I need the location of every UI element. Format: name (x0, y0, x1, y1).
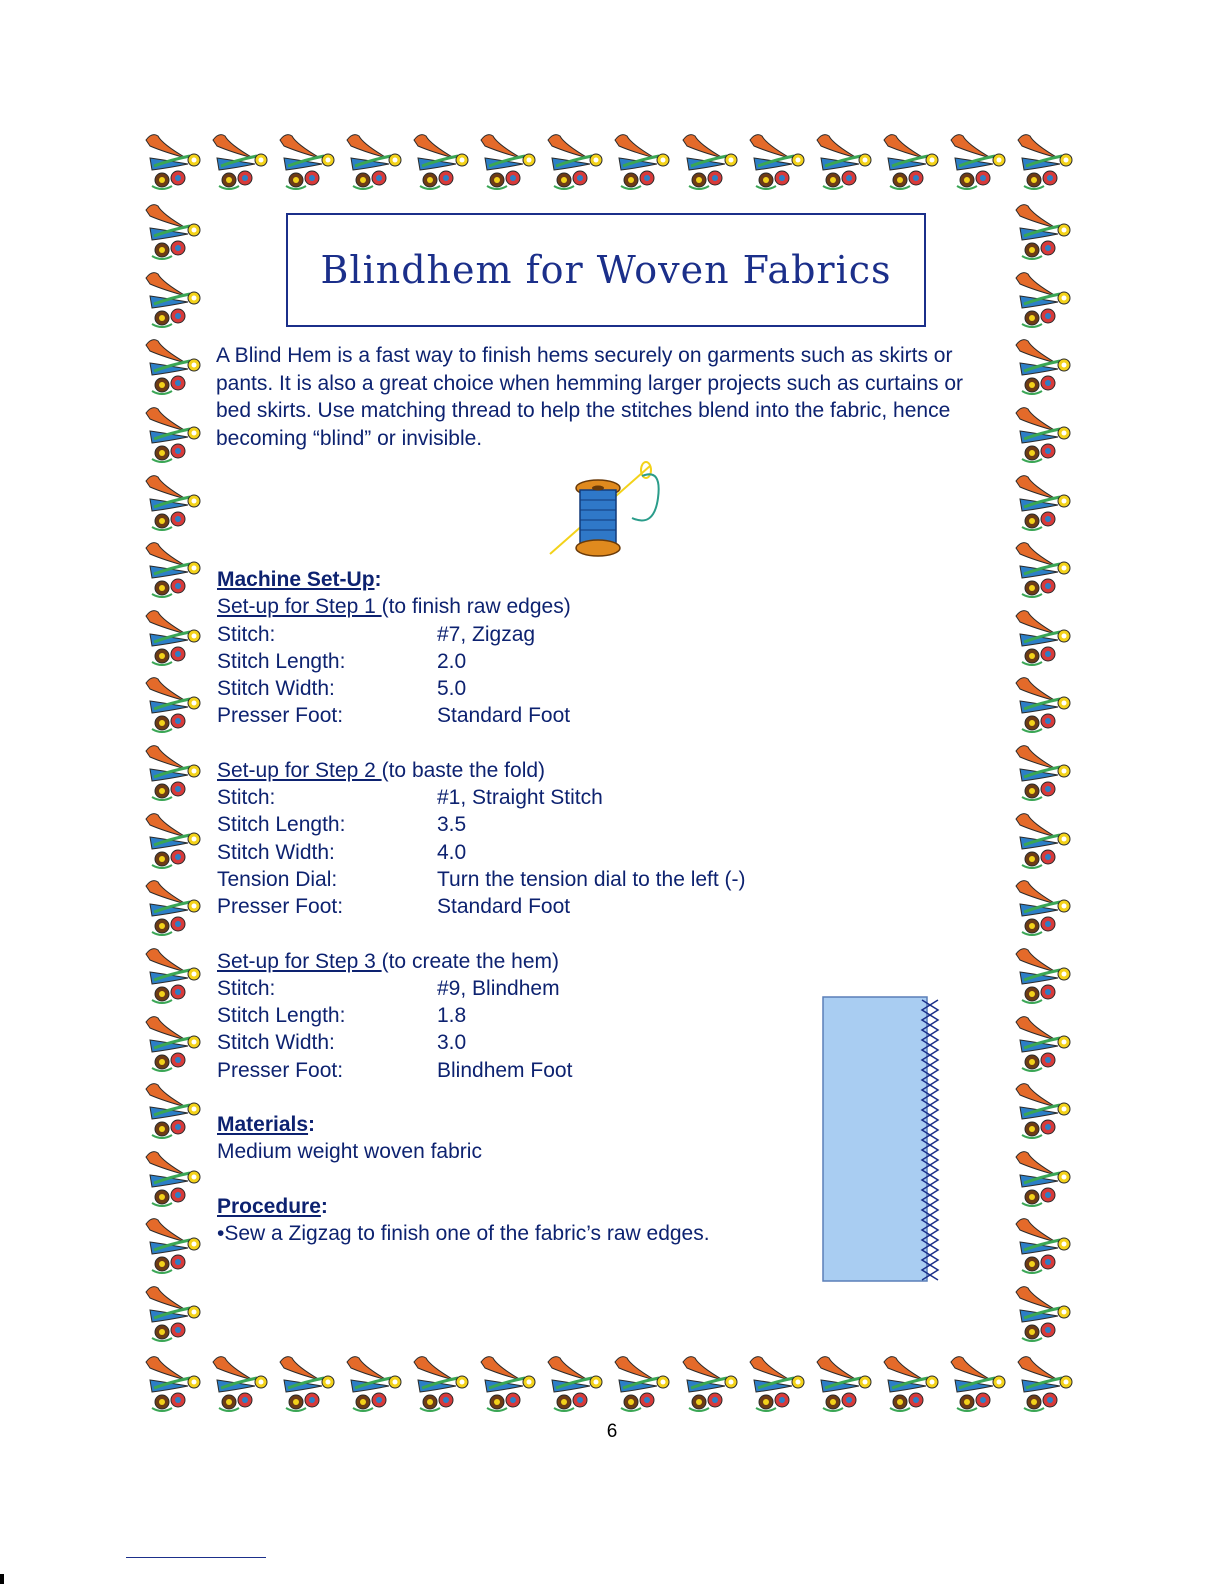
scissors-spool-icon (1012, 1214, 1076, 1278)
step-header (217, 948, 837, 975)
setting-label: Stitch Length: (217, 813, 346, 837)
scissors-spool-icon (343, 1352, 407, 1416)
scissors-spool-icon (679, 130, 743, 194)
scissors-spool-icon (1012, 944, 1076, 1008)
scissors-spool-icon (813, 1352, 877, 1416)
scissors-spool-icon (1012, 606, 1076, 670)
scissors-spool-icon (142, 1012, 206, 1076)
scissors-spool-icon (142, 1079, 206, 1143)
setting-row (217, 1057, 837, 1084)
materials-title: Materials (217, 1113, 309, 1137)
step-header-desc: (to baste the fold) (381, 758, 546, 782)
scissors-spool-icon (1014, 130, 1078, 194)
scissors-spool-icon (142, 673, 206, 737)
scissors-spool-icon (1012, 538, 1076, 602)
machine-setup-heading (217, 566, 837, 593)
setting-value: Standard Foot (437, 895, 571, 919)
step-header-desc: (to finish raw edges) (381, 595, 571, 619)
setting-label: Stitch: (217, 976, 276, 1000)
scissors-spool-icon (611, 1352, 675, 1416)
scissors-spool-icon (1012, 673, 1076, 737)
scissors-spool-icon (1012, 268, 1076, 332)
setting-value: 1.8 (437, 1004, 467, 1028)
scissors-spool-icon (947, 130, 1011, 194)
setting-value: 5.0 (437, 677, 467, 701)
setting-label: Stitch: (217, 786, 276, 810)
step-header (217, 593, 837, 620)
scissors-spool-icon (1012, 471, 1076, 535)
materials-heading (217, 1111, 837, 1138)
scissors-spool-icon (142, 538, 206, 602)
scissors-spool-icon (142, 1282, 206, 1346)
setting-row (217, 866, 837, 893)
scissors-spool-icon (679, 1352, 743, 1416)
scissors-spool-icon (611, 130, 675, 194)
scissors-spool-icon (477, 130, 541, 194)
setting-label: Stitch Width: (217, 677, 335, 701)
border-bottom (142, 1352, 1078, 1416)
step-2 (217, 757, 837, 921)
setting-value: 4.0 (437, 840, 467, 864)
bullet-icon: • (217, 1221, 225, 1245)
setting-label: Stitch Length: (217, 649, 346, 673)
scissors-spool-icon (142, 944, 206, 1008)
machine-setup-colon: : (374, 568, 382, 591)
scissors-spool-icon (1012, 1012, 1076, 1076)
scissors-spool-icon (1012, 1282, 1076, 1346)
scissors-spool-icon (544, 130, 608, 194)
scissors-spool-icon (880, 1352, 944, 1416)
footnote-rule (126, 1557, 266, 1558)
step-header-link: Set-up for Step 2 (217, 758, 382, 782)
scissors-spool-icon (142, 471, 206, 535)
step-header-desc: (to create the hem) (381, 949, 560, 973)
setting-label: Stitch Width: (217, 840, 335, 864)
scissors-spool-icon (209, 1352, 273, 1416)
scissors-spool-icon (142, 1214, 206, 1278)
setting-value: Standard Foot (437, 704, 571, 728)
setting-row (217, 1002, 837, 1029)
scissors-spool-icon (142, 130, 206, 194)
border-right (1012, 200, 1076, 1346)
scissors-spool-icon (142, 1147, 206, 1211)
scissors-spool-icon (142, 606, 206, 670)
scissors-spool-icon (1014, 1352, 1078, 1416)
scissors-spool-icon (1012, 200, 1076, 264)
machine-setup-title: Machine Set-Up (217, 568, 375, 591)
materials-text: Medium weight woven fabric (217, 1140, 482, 1164)
scissors-spool-icon (947, 1352, 1011, 1416)
scissors-spool-icon (1012, 335, 1076, 399)
setting-label: Presser Foot: (217, 895, 344, 919)
scissors-spool-icon (142, 403, 206, 467)
scissors-spool-icon (746, 130, 810, 194)
procedure-title: Procedure (217, 1194, 321, 1218)
scissors-spool-icon (1012, 403, 1076, 467)
page-number: 6 (606, 1421, 618, 1442)
setting-label: Stitch Length: (217, 1004, 346, 1028)
setting-value: 3.5 (437, 813, 467, 837)
scissors-spool-icon (343, 130, 407, 194)
title-box (286, 213, 926, 327)
scissors-spool-icon (142, 741, 206, 805)
step-header-link: Set-up for Step 1 (217, 595, 382, 619)
procedure-text: Sew a Zigzag to finish one of the fabric’s raw edges. (224, 1221, 710, 1245)
scissors-spool-icon (1012, 741, 1076, 805)
procedure-item (217, 1220, 837, 1247)
border-top (142, 130, 1078, 194)
scissors-spool-icon (1012, 1147, 1076, 1211)
setting-row (217, 975, 837, 1002)
setting-value: #9, Blindhem (437, 976, 560, 1000)
step-3 (217, 948, 837, 1084)
page-title: Blindhem for Woven Fabrics (320, 248, 892, 292)
setting-label: Stitch: (217, 622, 276, 646)
scissors-spool-icon (746, 1352, 810, 1416)
scissors-spool-icon (142, 268, 206, 332)
setting-row (217, 784, 837, 811)
content-block (217, 566, 837, 1247)
scissors-spool-icon (142, 335, 206, 399)
setting-row (217, 621, 837, 648)
setting-value: 2.0 (437, 649, 467, 673)
scissors-spool-icon (880, 130, 944, 194)
setting-row (217, 811, 837, 838)
intro-paragraph: A Blind Hem is a fast way to finish hems securely on garments such as skirts or pants. It is also a great choice when hemming larger projects such as curtains or bed skirts. Use matching thread to help the stitches blend into the fabric, hence becoming “blind” or invisible. (216, 344, 964, 450)
setting-label: Presser Foot: (217, 704, 344, 728)
scissors-spool-icon (142, 809, 206, 873)
step-header (217, 757, 837, 784)
scissors-spool-icon (1012, 876, 1076, 940)
scissors-spool-icon (276, 130, 340, 194)
scissors-spool-icon (544, 1352, 608, 1416)
setting-row (217, 1029, 837, 1056)
setting-label: Tension Dial: (217, 867, 338, 891)
border-left (142, 200, 206, 1346)
scissors-spool-icon (142, 876, 206, 940)
setting-value: #7, Zigzag (437, 622, 536, 646)
setting-label: Presser Foot: (217, 1058, 344, 1082)
fabric-swatch-image (822, 996, 944, 1284)
step-header-link: Set-up for Step 3 (217, 949, 382, 973)
scissors-spool-icon (1012, 809, 1076, 873)
scissors-spool-icon (813, 130, 877, 194)
setting-value: Turn the tension dial to the left (-) (437, 867, 746, 891)
thread-spool-icon (542, 458, 672, 562)
scissors-spool-icon (276, 1352, 340, 1416)
setting-row (217, 702, 837, 729)
setting-row (217, 893, 837, 920)
step-1 (217, 593, 837, 729)
scissors-spool-icon (410, 1352, 474, 1416)
scissors-spool-icon (142, 1352, 206, 1416)
scissors-spool-icon (1012, 1079, 1076, 1143)
scissors-spool-icon (477, 1352, 541, 1416)
procedure-colon: : (320, 1194, 328, 1218)
procedure-heading (217, 1193, 837, 1220)
scissors-spool-icon (142, 200, 206, 264)
setting-value: Blindhem Foot (437, 1058, 573, 1082)
setting-label: Stitch Width: (217, 1031, 335, 1055)
setting-row (217, 839, 837, 866)
materials-colon: : (308, 1113, 316, 1137)
edge-mark (0, 1574, 4, 1584)
setting-row (217, 648, 837, 675)
setting-value: #1, Straight Stitch (437, 786, 603, 810)
scissors-spool-icon (209, 130, 273, 194)
setting-value: 3.0 (437, 1031, 467, 1055)
scissors-spool-icon (410, 130, 474, 194)
setting-row (217, 675, 837, 702)
